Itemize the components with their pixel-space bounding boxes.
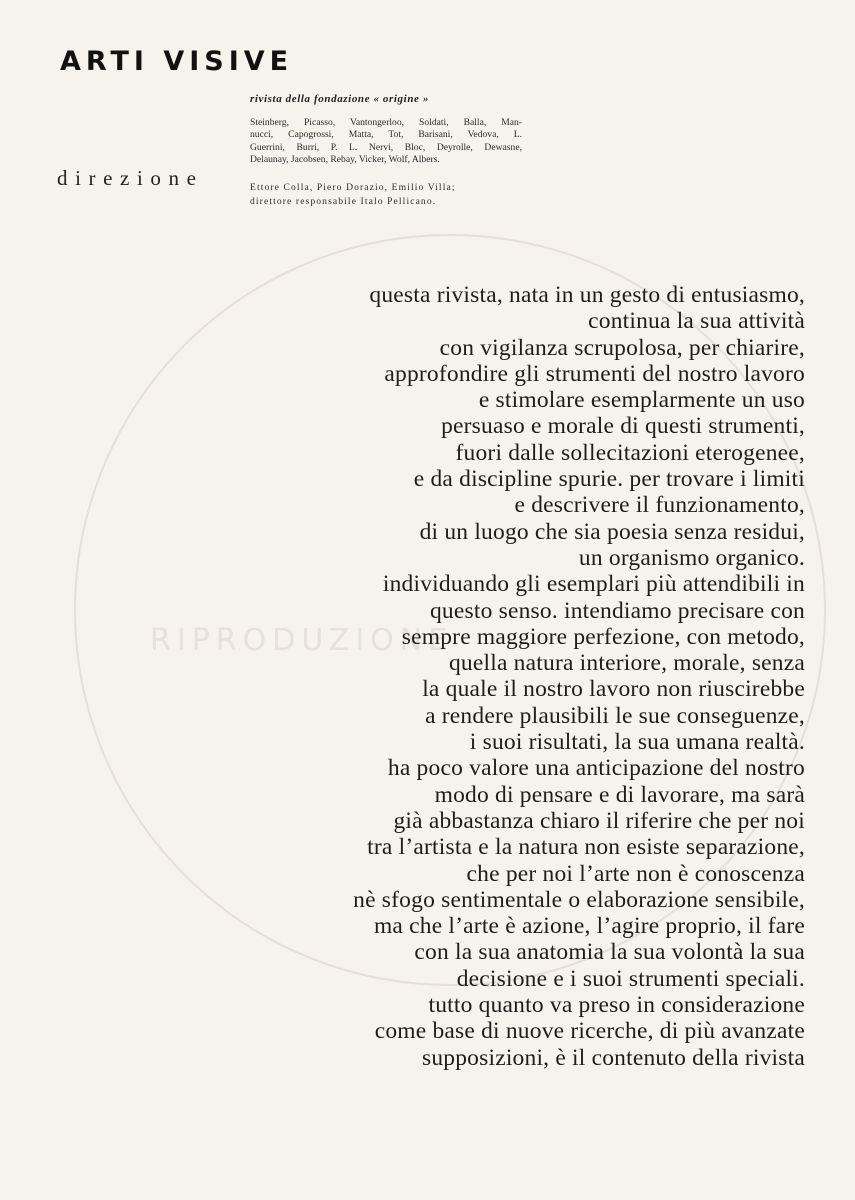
manifesto-line: che per noi l’arte non è conoscenza — [466, 860, 805, 887]
manifesto-line: tra l’artista e la natura non esiste separazione, — [367, 834, 805, 861]
editors-line: Ettore Colla, Piero Dorazio, Emilio Villa; — [250, 182, 456, 193]
manifesto-line: con la sua anatomia la sua volontà la sua — [414, 939, 805, 966]
manifesto-line: ma che l’arte è azione, l’agire proprio, il fare — [373, 913, 805, 940]
contributors-line: nucci, Capogrossi, Matta, Tot, Barisani, Vedova, L. — [250, 129, 522, 141]
manifesto-line: persuaso e morale di questi strumenti, — [441, 413, 805, 440]
manifesto-line: modo di pensare e di lavorare, ma sarà — [434, 781, 805, 808]
manifesto-line: supposizioni, è il contenuto della rivista — [421, 1044, 805, 1071]
manifesto-line: a rendere plausibili le sue conseguenze, — [425, 702, 805, 729]
contributors-list — [250, 117, 522, 166]
direzione-heading: direzione — [57, 166, 204, 190]
contributors-line: Delaunay, Jacobsen, Rebay, Vicker, Wolf, Albers. — [250, 153, 440, 165]
manifesto-line: come base di nuove ricerche, di più avanzate — [374, 1018, 805, 1045]
contributors-line: Guerrini, Burri, P. L. Nervi, Bloc, Deyrolle, Dewasne, — [250, 141, 522, 153]
manifesto-line: la quale il nostro lavoro non riuscirebbe — [422, 676, 805, 703]
manifesto-line: approfondire gli strumenti del nostro lavoro — [384, 360, 805, 387]
editors-block — [250, 181, 524, 209]
magazine-subtitle: rivista della fondazione « origine » — [250, 93, 429, 105]
manifesto-line: decisione e i suoi strumenti speciali. — [456, 965, 805, 992]
manifesto-line: continua la sua attività — [588, 308, 805, 335]
manifesto-line: fuori dalle sollecitazioni eterogenee, — [455, 439, 805, 466]
manifesto-line: individuando gli esemplari più attendibili in — [382, 571, 805, 598]
manifesto-line: i suoi risultati, la sua umana realtà. — [469, 729, 805, 756]
manifesto-line: e da discipline spurie. per trovare i limiti — [413, 466, 805, 493]
manifesto-text — [205, 282, 805, 1071]
manifesto-line: con vigilanza scrupolosa, per chiarire, — [439, 334, 805, 361]
manifesto-line: e descrivere il funzionamento, — [514, 492, 805, 519]
manifesto-line: questa rivista, nata in un gesto di entusiasmo, — [369, 282, 805, 308]
manifesto-line: un organismo organico. — [578, 544, 805, 571]
manifesto-line: sempre maggiore perfezione, con metodo, — [401, 623, 805, 650]
watermark-text: RIPRODUZIONE — [150, 623, 454, 658]
manifesto-line: questo senso. intendiamo precisare con — [429, 597, 805, 624]
magazine-title: ARTI VISIVE — [60, 46, 294, 77]
manifesto-line: già abbastanza chiaro il riferire che per noi — [393, 807, 805, 834]
contributors-line: Steinberg, Picasso, Vantongerloo, Soldati, Balla, Man- — [250, 117, 522, 128]
manifesto-line: tutto quanto va preso in considerazione — [428, 992, 805, 1019]
manifesto-line: nè sfogo sentimentale o elaborazione sensibile, — [353, 886, 805, 913]
editors-line: direttore responsabile Italo Pellicano. — [250, 196, 437, 207]
manifesto-line: ha poco valore una anticipazione del nostro — [387, 755, 805, 782]
manifesto-line: di un luogo che sia poesia senza residui, — [419, 518, 805, 545]
manifesto-line: quella natura interiore, morale, senza — [448, 650, 805, 677]
manifesto-line: e stimolare esemplarmente un uso — [478, 387, 805, 414]
